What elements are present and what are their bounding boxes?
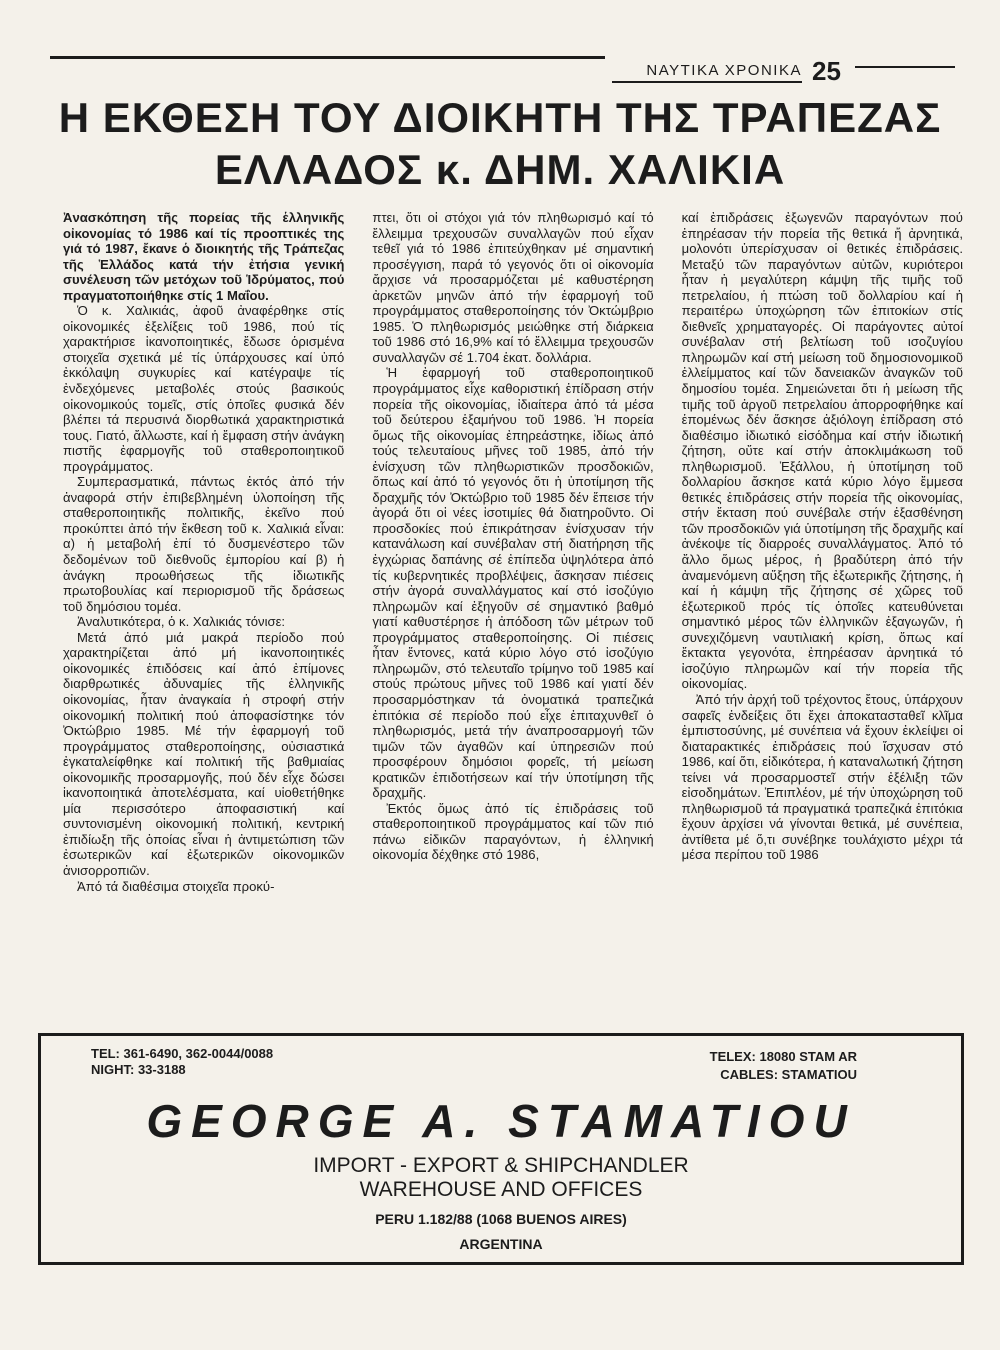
paragraph: Ἀναλυτικότερα, ὁ κ. Χαλικιάς τόνισε: (77, 614, 286, 630)
article-title (40, 92, 960, 196)
paragraph: Ἀπό τά διαθέσιμα στοιχεῖα προκύ- (77, 878, 275, 894)
ad-cables: CABLES: STAMATIOU (720, 1067, 857, 1082)
header-rule (50, 56, 605, 59)
article-column-1 (63, 210, 344, 1018)
advertisement-box (38, 1033, 964, 1265)
header-rule-right (855, 66, 955, 68)
ad-phone-block (91, 1046, 273, 1078)
article-body (63, 210, 963, 1018)
ad-country: ARGENTINA (459, 1236, 543, 1252)
paragraph: Μετά ἀπό μιά μακρά περίοδο πού χαρακτηρίζεται ἀπό μή ἱκανοποιητικές οἰκονομικές ἐπιδόσεις καί ἀπό ἐπίμονες διαρθρωτικές ἀδυναμίες τῆς ἑλληνικῆς οἰκονομίας, ἦταν ἀναγκαία ἡ στροφή στήν οἰκονομική πολιτική πού ἀποφασίστηκε τόν Ὀκτώβριο 1985. Μέ τήν ἐφαρμογή τοῦ προγράμματος σταθεροποίησης, οὐσιαστικά ἐγκαταλείφθηκε καί πολιτική τῆς βαθμιαίας οἰκονομικῆς προσαρμογῆς, πού δέν εἶχε δώσει ἱκανοποιητικά ἀποτελέσματα, καί υἱοθετήθηκε μία περισσότερο ἀποφασιστική καί συντονισμένη οἰκονομική πολιτική, κεντρική ἐπιδίωξη τῆς ὁποίας εἶναι ἡ ἀντιμετώπιση τῶν ἐσωτερικῶν καί ἐξωτερικῶν οἰκονομικῶν ἀνισορροπιῶν. (63, 629, 345, 878)
page-number: 25 (812, 56, 841, 86)
ad-address: PERU 1.182/88 (1068 BUENOS AIRES) (375, 1211, 627, 1227)
ad-telex: TELEX: 18080 STAM AR (709, 1049, 857, 1064)
ad-business-line-2: WAREHOUSE AND OFFICES (359, 1178, 643, 1201)
ad-business (41, 1154, 961, 1202)
paragraph: πτει, ὅτι οἱ στόχοι γιά τόν πληθωρισμό καί τό ἔλλειμμα τρεχουσῶν συναλλαγῶν πού εἶχαν τεθεῖ γιά τό 1986 ἐπιτεύχθηκαν μέ σημαντική προσέγγιση, παρά τό γεγονός ὅτι οἱ οἰκονομία ἄρχισε νά προσαρμόζεται μέ καθυστέρηση ἀρκετῶν μηνῶν ἀπό τήν ἐφαρμογή τοῦ προγράμματος σταθεροποίησης τόν Ὀκτώμβριο 1985. Ὁ πληθωρισμός μειώθηκε στή διάρκεια τοῦ 1986 στό 16,9% καί τό ἔλλειμμα τρεχουσῶν συναλλαγῶν σέ 1.704 ἑκατ. δολλάρια. (372, 210, 654, 365)
ad-night: NIGHT: 33-3188 (91, 1062, 186, 1077)
ad-company-name: GEORGE A. STAMATIOU (146, 1095, 856, 1147)
magazine-name: ΝΑΥΤΙΚΑ ΧΡΟΝΙΚΑ (612, 62, 802, 83)
article-column-2 (372, 210, 653, 1018)
ad-business-line-1: IMPORT - EXPORT & SHIPCHANDLER (313, 1154, 689, 1177)
paragraph: Συμπερασματικά, πάντως ἐκτός ἀπό τήν ἀναφορά στήν ἐπιβεβλημένη ὑλοποίηση τῆς σταθεροποιητικῆς πολιτικῆς, ἐκεῖνο πού προκύπτει ἀπό τήν ἔκθεση τοῦ κ. Χαλικιά εἶναι: α) ἡ μεταβολή ἐπί τό δυσμενέστερο τῶν δεδομένων τοῦ διεθνοῦς ἐμπορίου καί β) ἡ ἀνάγκη προωθήσεως τῆς ἰδιωτικῆς πρωτοβουλίας καί περιορισμοῦ τῆς δράσεως τοῦ δημόσιου τομέα. (63, 474, 345, 614)
article-lead: Ἀνασκόπηση τῆς πορείας τῆς ἑλληνικῆς οἰκονομίας τό 1986 καί τίς προοπτικές της γιά τό 1987, ἔκανε ὁ διοικητής τῆς Τράπεζας τῆς Ἑλλάδος κατά τήν ἐτήσια γενική συνέλευση τῶν μετόχων τοῦ Ἱδρύματος, πού πραγματοποιήθηκε στίς 1 Μαΐου. (63, 210, 345, 303)
ad-tel: TEL: 361-6490, 362-0044/0088 (91, 1046, 274, 1061)
paragraph: καί ἐπιδράσεις ἐξωγενῶν παραγόντων πού ἐπηρέασαν τήν πορεία τῆς θετικά ἤ ἀρνητικά, μολονότι ὑπερίσχυσαν οἱ θετικές ἐπιδράσεις. Μεταξύ τῶν παραγόντων αὐτῶν, κυριότεροι ἦταν ἡ μεγαλύτερη κάμψη τῆς τιμῆς τοῦ πετρελαίου, ἡ πτώση τοῦ δολλαρίου καί ἡ περαιτέρω ὑποχώρηση τῶν ἐπιτοκίων στίς διεθνεῖς χρηματαγορές. Οἱ παράγοντες αὐτοί συνέβαλαν στή βελτίωση τοῦ ισοζυγίου πληρωμῶν καί στή μείωση τοῦ δημοσιονομικοῦ ἐλλείμματος καί τῶν δανειακῶν ἀναγκῶν τοῦ δημοσίου τομέα. Σημειώνεται ὅτι ἡ μείωση τῆς τιμῆς τοῦ ἀργοῦ πετρελαίου ἀπορροφήθηκε καί ἑπομένως δέν ἄσκησε ἀξιόλογη ἐπίδραση στό διαθέσιμο ἰδιωτικό εἰσόδημα καί στήν ἰδιωτική ζήτηση, οὔτε καί στήν ἀποκλιμάκωση τοῦ πληθωρισμοῦ. Ἐξάλλου, ἡ ὑποτίμηση τοῦ δολλαρίου ἄσκησε κατά κύριο λόγο ἔμμεσα θετικές ἐπιδράσεις στήν πορεία τῆς οἰκονομίας, στήν ἔκταση πού συνέβαλε στήν ἐξασθένηση τῶν προσδοκιῶν γιά ὑποτίμηση τῆς δραχμῆς καί ἀνέκοψε τίς διαρροές συναλλάγματος. Ἀπό τό ἄλλο ὅμως μέρος, ἡ βραδύτερη ἀπό τήν ἀναμενόμενη αὔξηση τῆς ἐξωτερικῆς ζήτησης, ἡ καί ἡ κάμψη τῆς ζήτησης σέ χῶρες τοῦ ἐξωτερικοῦ πρός τίς ὁποῖες κατευθύνεται σημαντικό μέρος τῶν ἑλληνικῶν ἐξαγωγῶν, ἡ συνεχιζόμενη ναυτιλιακή κρίση, ὅπως καί ἔκτακτα γεγονότα, ἐπηρέασαν ἀρνητικά τό ἰσοζύγιο πληρωμῶν καί τήν πορεία τῆς οἰκονομίας. (681, 210, 963, 692)
title-line-1: Η ΕΚΘΕΣΗ ΤΟΥ ΔΙΟΙΚΗΤΗ ΤΗΣ ΤΡΑΠΕΖΑΣ (58, 94, 942, 141)
article-column-3 (682, 210, 963, 1018)
paragraph: Ἡ ἐφαρμογή τοῦ σταθεροποιητικοῦ προγράμματος εἶχε καθοριστική ἐπίδραση στήν πορεία τῆς οἰκονομίας, ἰδιαίτερα ἀπό τά μέσα τοῦ δεύτερου ἑξαμήνου τοῦ 1986. Ἡ πορεία ὅμως τῆς οἰκονομίας ἐπηρεάστηκε, ἰδίως ἀπό τούς τελευταίους μῆνες τοῦ 1985, ἀπό τήν ἐνίσχυση τῶν πληθωριστικῶν προσδοκιῶν, ὅπως καί ἀπό τό γεγονός ὅτι ἡ ὑποτίμηση τῆς δραχμῆς τόν Ὀκτώβριο τοῦ 1985 δέν ἔπεισε τήν ἀγορά ὅτι οἱ νέες ἰσοτιμίες θά διατηροῦντο. Οἱ προσδοκίες πού ἐπικράτησαν ἐνίσχυσαν τήν κατανάλωση καί συνέβαλαν στή διατήρηση τῆς ἐγχώριας δαπάνης σέ ἐπίπεδα ὑψηλότερα ἀπό τίς κυβερνητικές προβλέψεις, ἄσκησαν πιέσεις στήν ἀγορά συναλλάγματος καί στό ἰσοζύγιο πληρωμῶν καί ἐξηγοῦν σέ σημαντικό βαθμό γιατί καθυστέρησε ἡ ἀπόδοση τῶν μέτρων τοῦ προγράμματος σταθεροποίησης. Οἱ πιέσεις ἦταν ἔντονες, κατά κύριο λόγο στό ἰσοζύγιο πληρωμῶν, στό τελευταῖο τρίμηνο τοῦ 1985 καί στούς πρώτους μῆνες τοῦ 1986 καί γιατί δέν προσαρμόστηκαν τά ὀνοματικά τραπεζικά ἐπιτόκια σέ περίοδο πού εἶχε ἐπιταχυνθεῖ ὁ πληθωρισμός, μετά τήν ἀναπροσαρμογή τῶν τιμῶν τῶν ἀγαθῶν καί ὑπηρεσιῶν πού προσφέρουν δημόσιοι φορεῖς, τή μείωση κρατικῶν ἐπιδοτήσεων καί τήν ὑποτίμηση τῆς δραχμῆς. (372, 365, 654, 801)
ad-telex-block (710, 1048, 857, 1084)
paragraph: Ὁ κ. Χαλικιάς, ἀφοῦ ἀναφέρθηκε στίς οἰκονομικές ἐξελίξεις τοῦ 1986, πού τίς χαρακτήρισε ἱκανοποιητικές, ἔδωσε ὁρισμένα στοιχεῖα σχετικά μέ τίς ὑπάρχουσες καί ὑπό ἐκκόλαψη συγκυρίες καί κατέγραψε τίς ἐνδεχόμενες μεταβολές στούς βασικούς οἰκονομικούς τομεῖς, στίς ὁποῖες φυσικά δέν βλέπει τά περυσινά διορθωτικά χαρακτηριστικά τους. Γιατό, ἄλλωστε, καί ἡ ἔμφαση στήν ἀνάγκη πιστῆς ἐφαρμογῆς τοῦ σταθεροποιητικοῦ προγράμματος. (63, 303, 345, 474)
paragraph: Ἐκτός ὅμως ἀπό τίς ἐπιδράσεις τοῦ σταθεροποιητικοῦ προγράμματος καί τῶν πιό πάνω εἰδικῶν παραγόντων, ἡ ἑλληνική οἰκονομία δέχθηκε στό 1986, (372, 800, 654, 863)
title-line-2: ΕΛΛΑΔΟΣ κ. ΔΗΜ. ΧΑΛΙΚΙΑ (214, 146, 786, 193)
paragraph: Ἀπό τήν ἀρχή τοῦ τρέχοντος ἔτους, ὑπάρχουν σαφεῖς ἐνδείξεις ὅτι ἔχει ἀποκατασταθεῖ κλῖμα ἐμπιστοσύνης, μέ συνέπεια νά ἔχουν ἐκλείψει οἱ διαταρακτικές ἐπιδράσεις πού ἴσχυσαν στό 1986, καί ὅτι, εἰδικότερα, ἡ καταναλωτική ζήτηση τείνει νά προσαρμοστεῖ στήν ἐξέλιξη τῶν εἰσοδημάτων. Ἐπιπλέον, μέ τήν ὑποχώρηση τοῦ πληθωρισμοῦ τά πραγματικά τραπεζικά ἐπιτόκια ἔχουν ἀρχίσει νά γίνονται θετικά, μέ συνέπεια, ἀντίθετα μέ ὅ,τι συνέβηκε τουλάχιστο μέχρι τά μέσα περίπου τοῦ 1986 (681, 691, 963, 863)
